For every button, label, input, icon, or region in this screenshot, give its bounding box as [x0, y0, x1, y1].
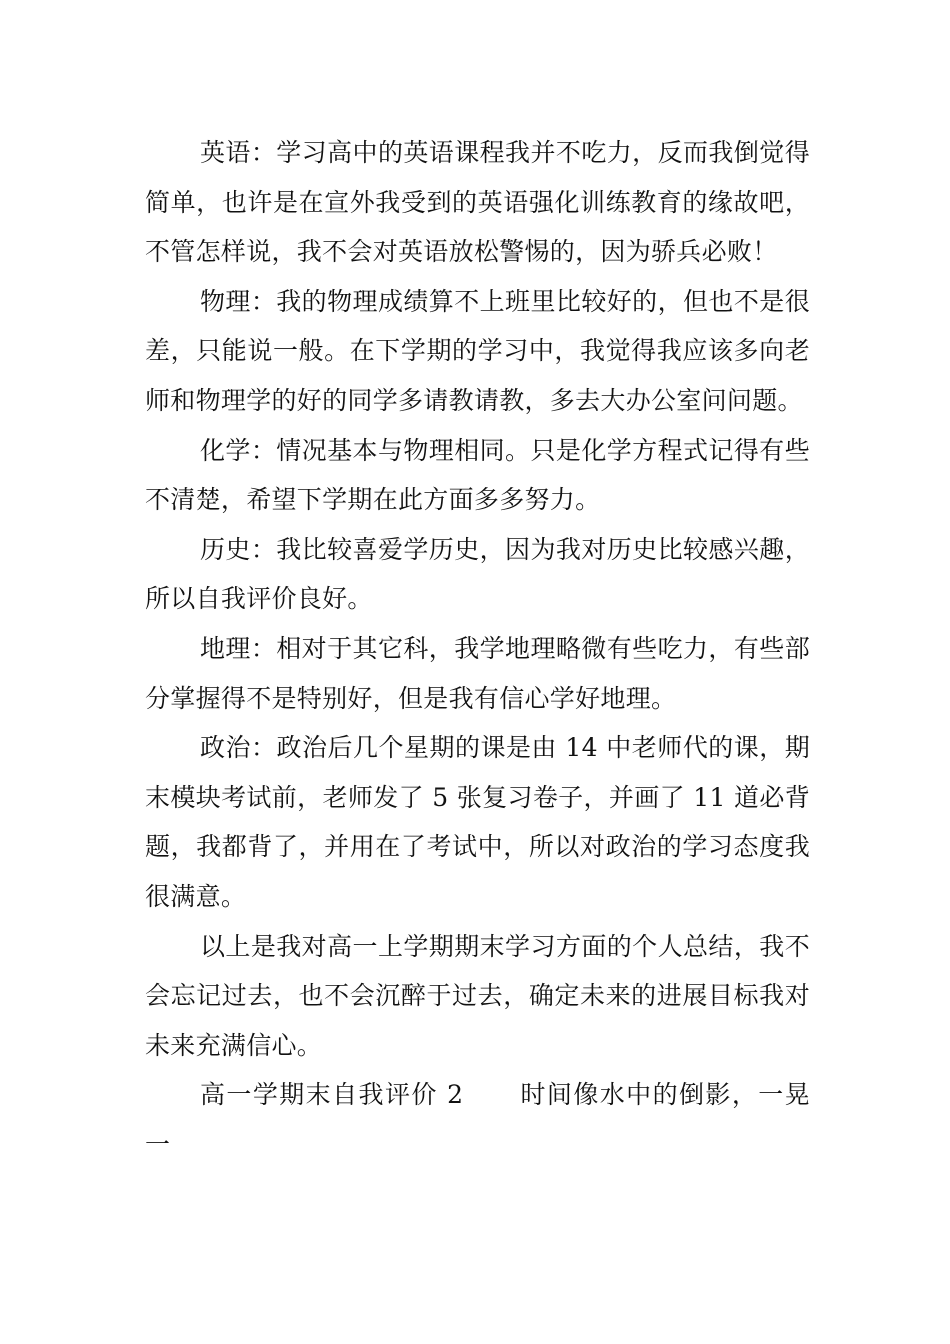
paragraph-politics: 政治：政治后几个星期的课是由 14 中老师代的课，期末模块考试前，老师发了 5 张复习卷子，并画了 11 道必背题，我都背了，并用在了考试中，所以对政治的学习态度我很满意。 [145, 733, 810, 911]
paragraph-summary: 以上是我对高一上学期期末学习方面的个人总结，我不会忘记过去，也不会沉醉于过去，确定未来的进展目标我对未来充满信心。 [145, 931, 810, 1060]
paragraph-history: 历史：我比较喜爱学历史，因为我对历史比较感兴趣，所以自我评价良好。 [145, 534, 810, 614]
section-heading: 高一学期末自我评价 2 [200, 1080, 464, 1110]
paragraph-next-section [145, 1070, 810, 1169]
paragraph-chemistry: 化学：情况基本与物理相同。只是化学方程式记得有些不清楚，希望下学期在此方面多多努力。 [145, 435, 810, 515]
document-body [145, 128, 810, 1169]
paragraph-physics: 物理：我的物理成绩算不上班里比较好的，但也不是很差，只能说一般。在下学期的学习中，我觉得我应该多向老师和物理学的好的同学多请教请教，多去大办公室问问题。 [145, 286, 810, 415]
paragraph-geography: 地理：相对于其它科，我学地理略微有些吃力，有些部分掌握得不是特别好，但是我有信心学好地理。 [145, 633, 810, 713]
paragraph-english: 英语：学习高中的英语课程我并不吃力，反而我倒觉得简单，也许是在宣外我受到的英语强化训练教育的缘故吧，不管怎样说，我不会对英语放松警惕的，因为骄兵必败！ [145, 138, 810, 267]
section-text: 时间像水中的倒影，一晃一 [145, 1080, 810, 1159]
